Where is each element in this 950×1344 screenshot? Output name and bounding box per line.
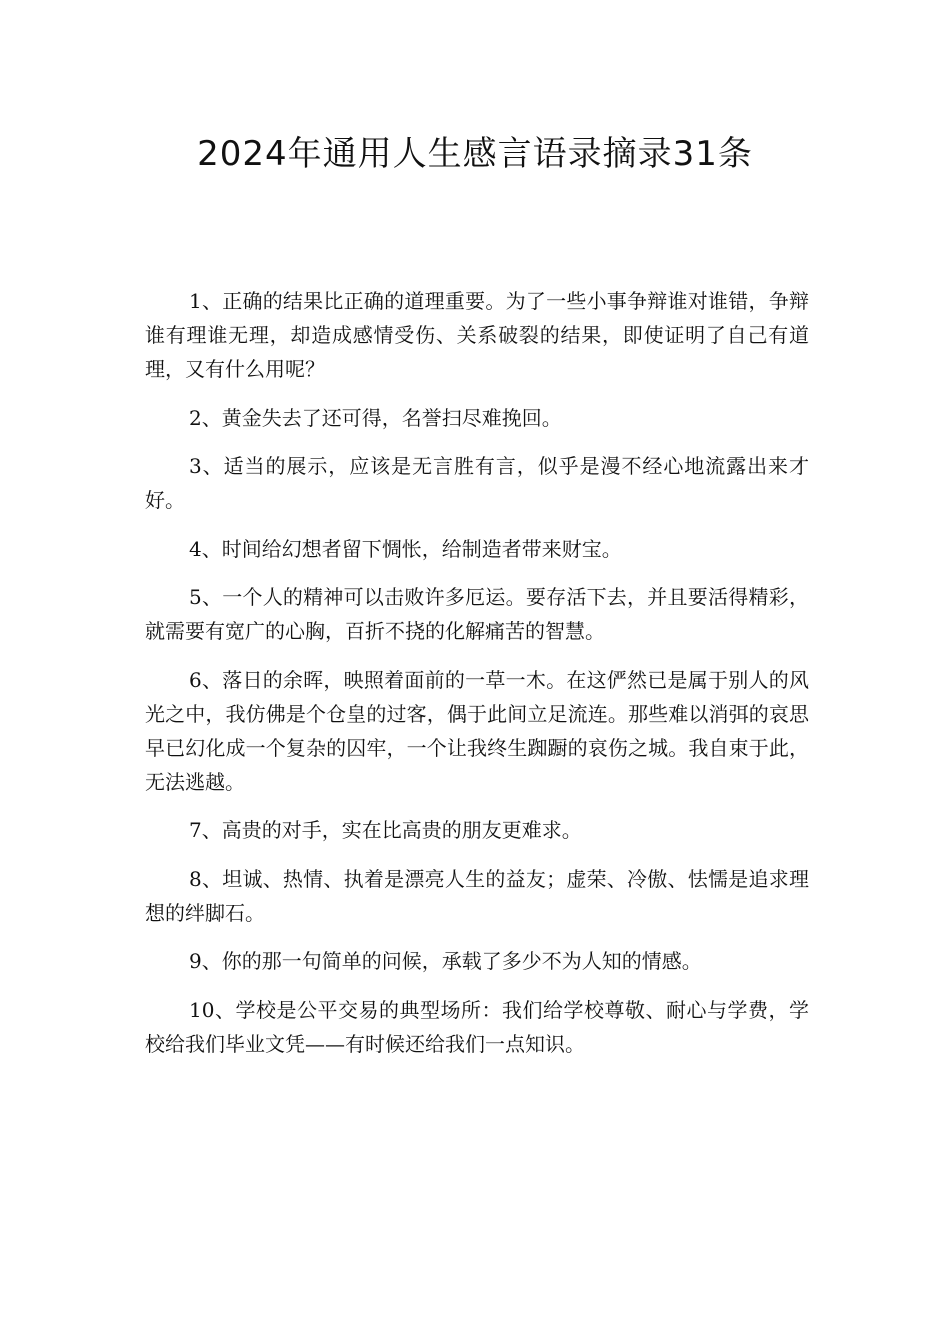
paragraph-5: 5、一个人的精神可以击败许多厄运。要存活下去，并且要活得精彩，就需要有宽广的心胸，百折不挠的化解痛苦的智慧。 [145,585,809,643]
paragraph-7: 7、高贵的对手，实在比高贵的朋友更难求。 [189,818,582,842]
paragraph-9: 9、你的那一句简单的问候，承载了多少不为人知的情感。 [189,949,702,973]
paragraph-6: 6、落日的余晖，映照着面前的一草一木。在这俨然已是属于别人的风光之中，我仿佛是个仓皇的过客，偶于此间立足流连。那些难以消弭的哀思早已幻化成一个复杂的囚牢，一个让我终生踟蹰的哀伤之城。我自束于此，无法逃越。 [145,667,809,794]
paragraph-1: 1、正确的结果比正确的道理重要。为了一些小事争辩谁对谁错，争辩谁有理谁无理，却造成感情受伤、关系破裂的结果，即使证明了自己有道理，又有什么用呢？ [145,289,809,381]
paragraph-2: 2、黄金失去了还可得，名誉扫尽难挽回。 [189,405,562,430]
paragraph-10: 10、学校是公平交易的典型场所：我们给学校尊敬、耐心与学费，学校给我们毕业文凭——有时候还给我们一点知识。 [145,997,809,1056]
paragraph-4: 4、时间给幻想者留下惆怅，给制造者带来财宝。 [189,536,622,561]
paragraph-8: 8、坦诚、热情、执着是漂亮人生的益友；虚荣、冷傲、怯懦是追求理想的绊脚石。 [145,866,809,925]
document-body [145,284,809,1075]
paragraph-3: 3、适当的展示，应该是无言胜有言，似乎是漫不经心地流露出来才好。 [145,454,809,512]
document-title: 2024年通用人生感言语录摘录31条 [197,134,753,174]
